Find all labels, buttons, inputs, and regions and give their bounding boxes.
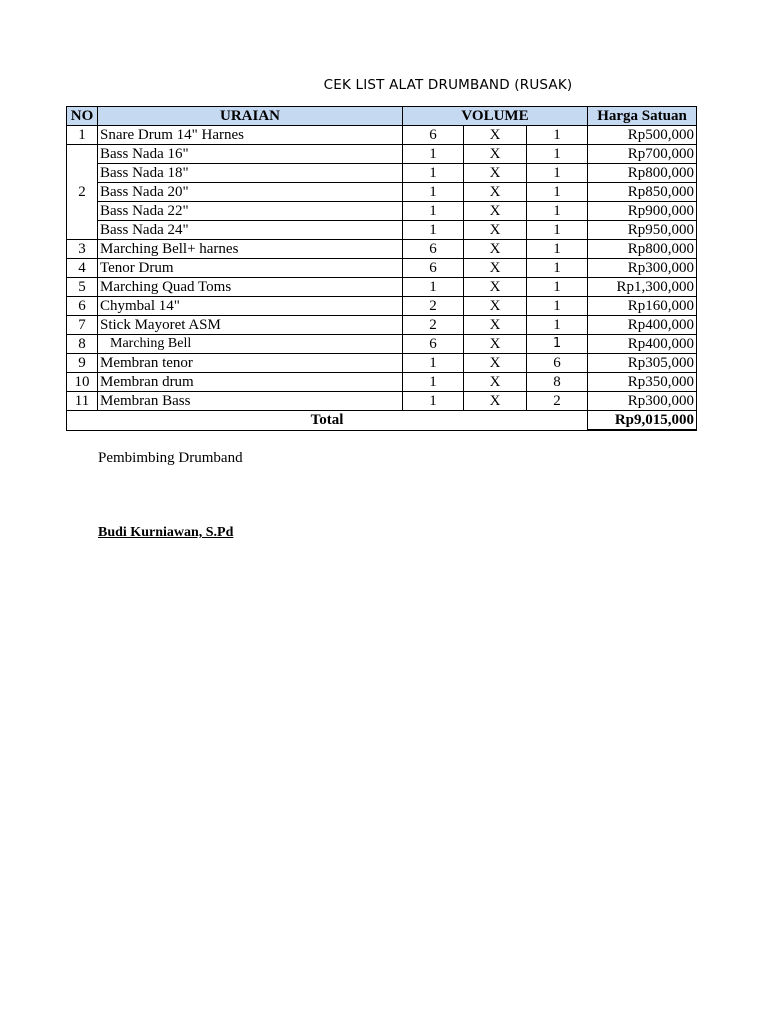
cell-qty: 1 [403, 354, 464, 373]
cell-uraian: Chymbal 14" [98, 297, 403, 316]
cell-no: 2 [67, 145, 98, 240]
cell-x: X [464, 392, 527, 411]
cell-uraian: Membran drum [98, 373, 403, 392]
signer-name: Budi Kurniawan, S.Pd [98, 525, 234, 540]
cell-price: Rp300,000 [588, 392, 697, 411]
cell-unit: 6 [527, 354, 588, 373]
cell-price: Rp300,000 [588, 259, 697, 278]
cell-qty: 1 [403, 392, 464, 411]
cell-no: 5 [67, 278, 98, 297]
table-row [67, 259, 697, 278]
cell-uraian: Membran Bass [98, 392, 403, 411]
cell-price: Rp700,000 [588, 145, 697, 164]
cell-price: Rp500,000 [588, 126, 697, 145]
cell-x: X [464, 354, 527, 373]
cell-x: X [464, 145, 527, 164]
cell-x: X [464, 297, 527, 316]
table-row [67, 316, 697, 335]
cell-unit: 1 [527, 335, 588, 354]
total-value: Rp9,015,000 [588, 411, 697, 431]
table-row [67, 221, 697, 240]
cell-uraian: Bass Nada 22" [98, 202, 403, 221]
cell-qty: 1 [403, 373, 464, 392]
table-row [67, 202, 697, 221]
cell-x: X [464, 183, 527, 202]
cell-no: 8 [67, 335, 98, 354]
header-no: NO [67, 107, 98, 126]
cell-uraian: Marching Bell+ harnes [98, 240, 403, 259]
cell-qty: 1 [403, 183, 464, 202]
cell-x: X [464, 316, 527, 335]
cell-price: Rp1,300,000 [588, 278, 697, 297]
cell-price: Rp350,000 [588, 373, 697, 392]
cell-unit: 1 [527, 240, 588, 259]
cell-qty: 6 [403, 240, 464, 259]
cell-qty: 1 [403, 164, 464, 183]
supervisor-label: Pembimbing Drumband [98, 450, 243, 466]
cell-x: X [464, 164, 527, 183]
cell-x: X [464, 373, 527, 392]
cell-unit: 1 [527, 316, 588, 335]
table-row [67, 183, 697, 202]
table-row [67, 335, 697, 354]
cell-unit: 1 [527, 145, 588, 164]
cell-unit: 1 [527, 126, 588, 145]
total-row [67, 411, 697, 431]
cell-uraian: Bass Nada 20" [98, 183, 403, 202]
cell-price: Rp800,000 [588, 240, 697, 259]
document-title: CEK LIST ALAT DRUMBAND (RUSAK) [323, 77, 573, 93]
cell-unit: 1 [527, 202, 588, 221]
cell-unit: 1 [527, 278, 588, 297]
cell-qty: 6 [403, 259, 464, 278]
cell-qty: 2 [403, 297, 464, 316]
header-row [67, 107, 697, 126]
cell-uraian: Bass Nada 16" [98, 145, 403, 164]
cell-unit: 1 [527, 183, 588, 202]
cell-x: X [464, 335, 527, 354]
cell-x: X [464, 126, 527, 145]
cell-price: Rp400,000 [588, 335, 697, 354]
cell-x: X [464, 259, 527, 278]
header-harga: Harga Satuan [588, 107, 697, 126]
cell-no: 7 [67, 316, 98, 335]
cell-qty: 2 [403, 316, 464, 335]
cell-uraian: Snare Drum 14" Harnes [98, 126, 403, 145]
table-row [67, 297, 697, 316]
cell-unit: 1 [527, 221, 588, 240]
cell-price: Rp305,000 [588, 354, 697, 373]
table-row [67, 354, 697, 373]
cell-no: 6 [67, 297, 98, 316]
cell-x: X [464, 240, 527, 259]
cell-no: 10 [67, 373, 98, 392]
checklist-table [66, 106, 697, 431]
cell-price: Rp160,000 [588, 297, 697, 316]
table-row [67, 145, 697, 164]
cell-qty: 6 [403, 335, 464, 354]
cell-uraian: Bass Nada 18" [98, 164, 403, 183]
table-row [67, 392, 697, 411]
cell-uraian: Marching Quad Toms [98, 278, 403, 297]
cell-uraian: Marching Bell [98, 335, 403, 354]
table-row [67, 240, 697, 259]
cell-uraian: Membran tenor [98, 354, 403, 373]
cell-no: 3 [67, 240, 98, 259]
cell-unit: 2 [527, 392, 588, 411]
cell-unit: 1 [527, 297, 588, 316]
cell-no: 1 [67, 126, 98, 145]
cell-price: Rp950,000 [588, 221, 697, 240]
header-volume: VOLUME [403, 107, 588, 126]
cell-uraian: Stick Mayoret ASM [98, 316, 403, 335]
cell-unit: 1 [527, 259, 588, 278]
cell-uraian: Bass Nada 24" [98, 221, 403, 240]
cell-qty: 1 [403, 221, 464, 240]
cell-qty: 1 [403, 278, 464, 297]
cell-price: Rp800,000 [588, 164, 697, 183]
cell-x: X [464, 278, 527, 297]
table-row [67, 164, 697, 183]
cell-no: 11 [67, 392, 98, 411]
cell-no: 9 [67, 354, 98, 373]
header-uraian: URAIAN [98, 107, 403, 126]
cell-qty: 6 [403, 126, 464, 145]
total-label: Total [67, 411, 588, 431]
cell-unit: 1 [527, 164, 588, 183]
cell-qty: 1 [403, 202, 464, 221]
cell-x: X [464, 221, 527, 240]
table-row [67, 278, 697, 297]
cell-qty: 1 [403, 145, 464, 164]
table-row [67, 373, 697, 392]
table-row [67, 126, 697, 145]
cell-x: X [464, 202, 527, 221]
cell-price: Rp900,000 [588, 202, 697, 221]
cell-uraian: Tenor Drum [98, 259, 403, 278]
cell-price: Rp400,000 [588, 316, 697, 335]
cell-unit: 8 [527, 373, 588, 392]
cell-price: Rp850,000 [588, 183, 697, 202]
cell-no: 4 [67, 259, 98, 278]
